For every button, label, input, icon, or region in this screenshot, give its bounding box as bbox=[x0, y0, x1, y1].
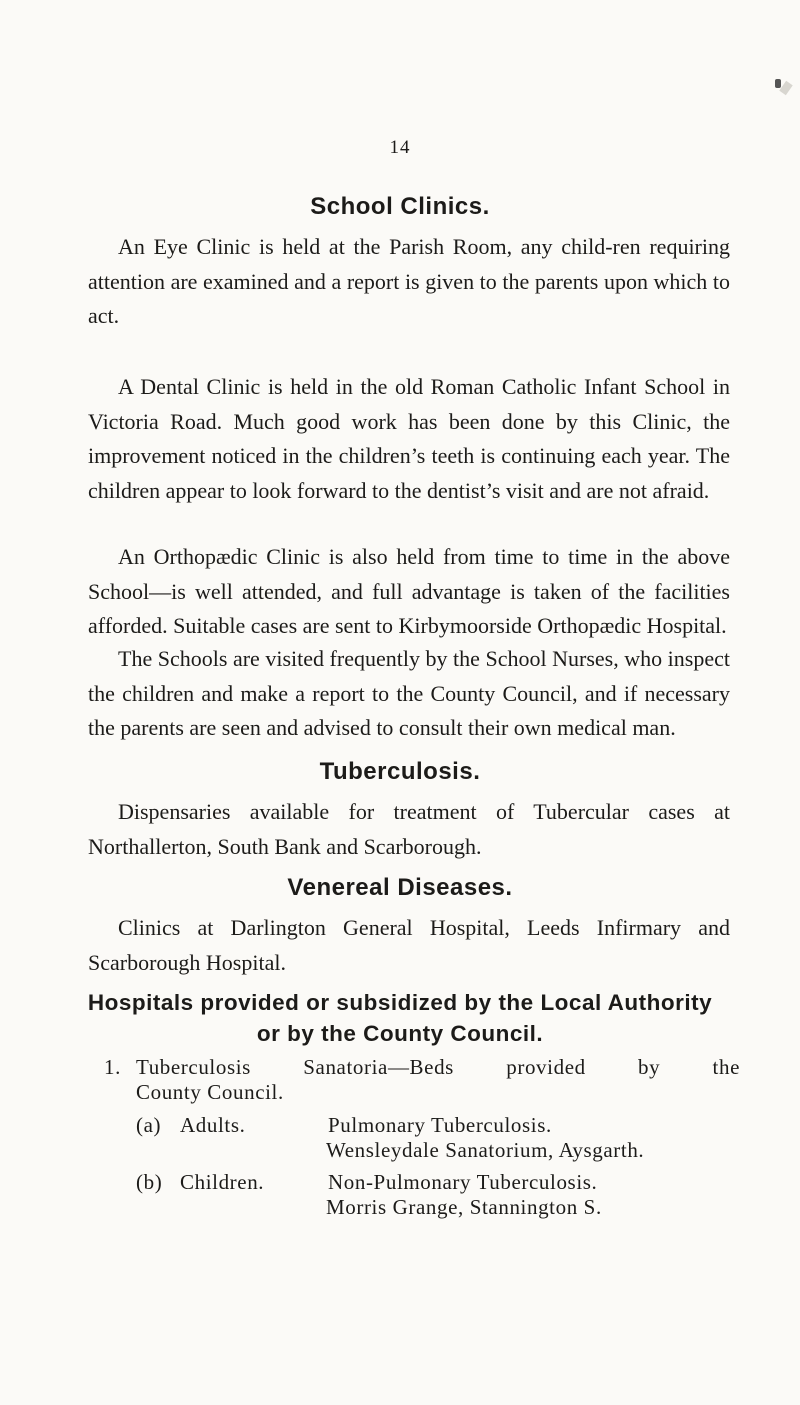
paragraph-eye-clinic: An Eye Clinic is held at the Parish Room, any child-ren requiring attention are examined and a report is given to the parents upon which to act. bbox=[88, 234, 730, 329]
sub-item-place: Wensleydale Sanatorium, Aysgarth. bbox=[326, 1138, 645, 1162]
section-heading-hospitals bbox=[0, 987, 800, 1049]
section-heading-venereal-diseases: Venereal Diseases. bbox=[287, 874, 513, 901]
paragraph-orthopaedic-clinic: An Orthopædic Clinic is also held from time to time in the above School—is well attended, and full advantage is taken of the facilities afforded. Suitable cases are sent to Kirbymoorside Orthopædic Hospital. bbox=[88, 544, 730, 639]
sub-item-description: Pulmonary Tuberculosis. bbox=[328, 1113, 552, 1137]
margin-mark bbox=[779, 81, 792, 95]
hospitals-heading-line2: or by the County Council. bbox=[256, 1021, 544, 1046]
paragraph-dental-clinic: A Dental Clinic is held in the old Roman Catholic Infant School in Victoria Road. Much good work has been done by this Clinic, the improvement noticed in the children’s teeth is continuing each year. The children appear to look forward to the dentist’s visit and are not afraid. bbox=[88, 374, 730, 503]
paragraph-school-nurses: The Schools are visited frequently by the School Nurses, who inspect the children and make a report to the County Council, and if necessary the parents are seen and advised to consult their own medical man. bbox=[88, 646, 730, 741]
margin-mark bbox=[775, 79, 781, 88]
item-number: 1. bbox=[104, 1055, 121, 1079]
sub-item-label: (a) bbox=[136, 1113, 162, 1137]
sub-item-description: Non-Pulmonary Tuberculosis. bbox=[328, 1170, 598, 1194]
sub-list-item-children bbox=[88, 1170, 748, 1220]
sub-list-item-adults bbox=[88, 1113, 748, 1163]
section-heading-school-clinics: School Clinics. bbox=[310, 193, 490, 220]
list-item bbox=[88, 1055, 748, 1105]
hospitals-heading-line1: Hospitals provided or subsidized by the Local Authority bbox=[87, 990, 713, 1015]
paragraph-venereal-clinics: Clinics at Darlington General Hospital, Leeds Infirmary and Scarborough Hospital. bbox=[88, 915, 730, 975]
item-text-continued: County Council. bbox=[136, 1080, 284, 1104]
sub-item-category: Adults. bbox=[180, 1113, 246, 1137]
sub-item-label: (b) bbox=[136, 1170, 163, 1194]
sub-item-category: Children. bbox=[180, 1170, 265, 1194]
sub-item-place: Morris Grange, Stannington S. bbox=[326, 1195, 602, 1219]
page-number: 14 bbox=[389, 137, 411, 158]
paragraph-dispensaries: Dispensaries available for treatment of Tubercular cases at Northallerton, South Bank and Scarborough. bbox=[88, 799, 730, 859]
section-heading-tuberculosis: Tuberculosis. bbox=[319, 758, 481, 785]
item-text: Tuberculosis Sanatoria—Beds provided by the bbox=[136, 1055, 740, 1079]
